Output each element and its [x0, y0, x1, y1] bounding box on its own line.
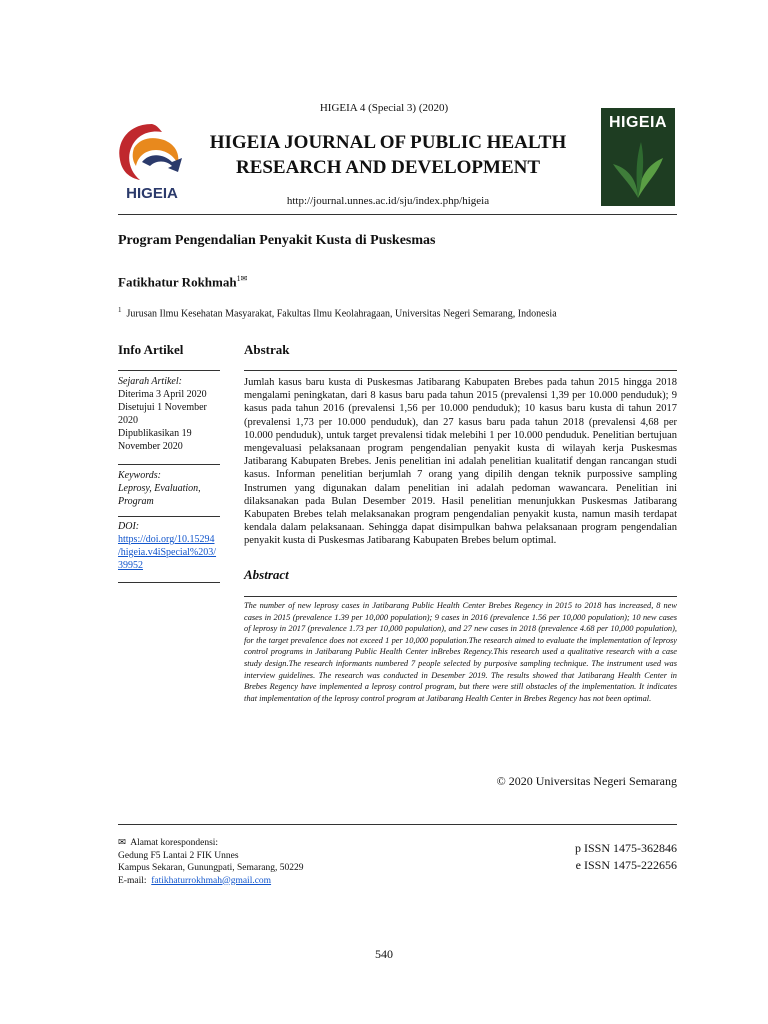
- keywords-block: [118, 469, 224, 508]
- journal-url[interactable]: http://journal.unnes.ac.id/sju/index.php/higeia: [286, 195, 490, 207]
- author-mark: 1✉: [236, 274, 248, 283]
- affiliation-text: Jurusan Ilmu Kesehatan Masyarakat, Fakultas Ilmu Keolahragaan, Universitas Negeri Semarang, Indonesia: [126, 308, 557, 320]
- correspondence: [118, 837, 303, 887]
- accepted-date-1: Disetujui 1 November: [118, 402, 207, 413]
- author-text: Fatikhatur Rokhmah: [118, 274, 237, 290]
- accepted-date-2: 2020: [118, 415, 138, 426]
- keywords-label: Keywords:: [118, 470, 161, 481]
- issn-block: [520, 840, 677, 874]
- article-title: Program Pengendalian Penyakit Kusta di Puskesmas: [118, 233, 436, 248]
- email-link[interactable]: fatikhaturrokhmah@gmail.com: [151, 875, 272, 886]
- journal-cover-thumbnail: [601, 108, 675, 206]
- history-label: Sejarah Artikel:: [118, 376, 182, 387]
- journal-title-line-2: RESEARCH AND DEVELOPMENT: [235, 157, 541, 178]
- copyright: © 2020 Universitas Negeri Semarang: [496, 774, 677, 788]
- cover-title: HIGEIA: [608, 114, 668, 131]
- e-issn: e ISSN 1475-222656: [575, 858, 677, 872]
- logo-text: HIGEIA: [126, 185, 178, 202]
- info-artikel-heading: Info Artikel: [118, 342, 184, 357]
- footer-divider: [118, 824, 677, 825]
- doi-link-1[interactable]: https://doi.org/10.15294: [118, 534, 215, 545]
- info-divider: [118, 370, 220, 371]
- keywords-line-1: Leprosy, Evaluation,: [118, 483, 201, 494]
- affiliation-mark: 1: [118, 306, 122, 314]
- abstrak-body: Jumlah kasus baru kusta di Puskesmas Jatibarang Kabupaten Brebes pada tahun 2015 hingga 2018 mengalami peningkatan, dari 8 kasus baru pada tahun 2015 (prevalensi 1,39 per 10.000 penduduk); 9 kasus pada tahun 2016 (prevalensi 1,56 per 10.000 penduduk); 10 kasus baru kusta di tahun 2017 (prevalensi 1,73 per 10.000 penduduk), dan 27 kasus baru pada tahun 2018 (prevalensi 4,68 per 10.000 penduduk), untuk target prevalensi tidak melebihi 1 per 10.000 penduduk. Penelitian bertujuan mengevaluasi pelaksanaan program pengendalian penyakit kusta di wilayah kerja Puskesmas Jatibarang Kabupaten Brebes. Jenis penelitian ini adalah penelitian kualitatif dengan rancangan studi kasus. Informan penelitian berjumlah 7 orang yang dipilih dengan teknik purpossive sampling Instrumen yang digunakan dalam penelitian ini adalah pedoman wawancara. Penelitian ini dilaksanakan pada Bulan Desember 2019. Hasil penelitian menunjukkan Puskesmas Jatibarang Kabupaten Brebes telah melaksanakan program pengendalian penyakit kusta, namun masih terdapat kendala dalam pelaksanaan. Sehingga dapat disimpulkan bahwa pelaksanaan program pengendalian penyakit kusta di Puskesmas Jatibarang Kabupaten Brebes belum optimal.: [244, 377, 677, 547]
- received-date: Diterima 3 April 2020: [118, 389, 207, 400]
- doi-link-3[interactable]: 39952: [118, 560, 143, 571]
- abstrak-divider: [244, 370, 677, 371]
- page-number: 540: [375, 947, 393, 961]
- email-label: E-mail:: [118, 875, 147, 886]
- cover-leaves-image: [607, 138, 669, 200]
- corr-label: Alamat korespondensi:: [130, 838, 219, 848]
- abstract-divider: [244, 596, 677, 597]
- abstract-body: The number of new leprosy cases in Jatibarang Public Health Center Brebes Regency in 2015 to 2018 has increased, 8 new cases in 2015 (prevalence 1.39 per 10,000 population); 9 cases in 2016 (prevalence 1.56 per 10,000 population); 10 new cases of leprosy in 2017 (prevalence 1.73 per 10,000 population), and 27 new cases in 2018 (prevalence 4.68 per 10,000 population), for the target prevalence does not exceed 1 per 10,000 population.The research aimed to evaluate the implementation of leprosy control programs in Jatibarang Public Health Center inBrebes Regency.This research used a qualitative research with a case study design.The research informants numbered 7 people selected by purposive sampling technique. The instrument used was interview guidelines. The research was conducted in Desember 2019. The results showed that Jatibarang Health Center in Brebes Regency have implemented a leprosy control program, but there were still obstacles of the implementation. It indicates that implementation of the leprosy control program at Jatibarang Health Center in Brebes Regency has not been optimal.: [244, 601, 677, 703]
- corr-address-2: Kampus Sekaran, Gunungpati, Semarang, 50229: [118, 863, 304, 873]
- info-divider-3: [118, 516, 220, 517]
- doi-link-2[interactable]: /higeia.v4iSpecial%203/: [118, 547, 217, 558]
- affiliation: [118, 306, 557, 319]
- envelope-icon: ✉: [118, 838, 126, 848]
- published-date-1: Dipublikasikan 19: [118, 428, 192, 439]
- p-issn: p ISSN 1475-362846: [574, 841, 677, 855]
- abstrak-heading: Abstrak: [244, 342, 290, 357]
- doi-block: [118, 520, 224, 572]
- abstract-heading: Abstract: [244, 567, 289, 582]
- info-divider-4: [118, 582, 220, 583]
- article-history: [118, 375, 224, 453]
- doi-label: DOI:: [118, 521, 140, 532]
- header-divider: [118, 214, 677, 215]
- journal-title-line-1: HIGEIA JOURNAL OF PUBLIC HEALTH: [209, 132, 567, 153]
- journal-title: [200, 130, 576, 180]
- keywords-line-2: Program: [118, 496, 154, 507]
- corr-address-1: Gedung F5 Lantai 2 FIK Unnes: [118, 850, 239, 861]
- published-date-2: November 2020: [118, 441, 183, 452]
- higeia-logo: [112, 118, 192, 202]
- author-name: [118, 274, 247, 290]
- running-head: HIGEIA 4 (Special 3) (2020): [319, 102, 449, 114]
- info-divider-2: [118, 464, 220, 465]
